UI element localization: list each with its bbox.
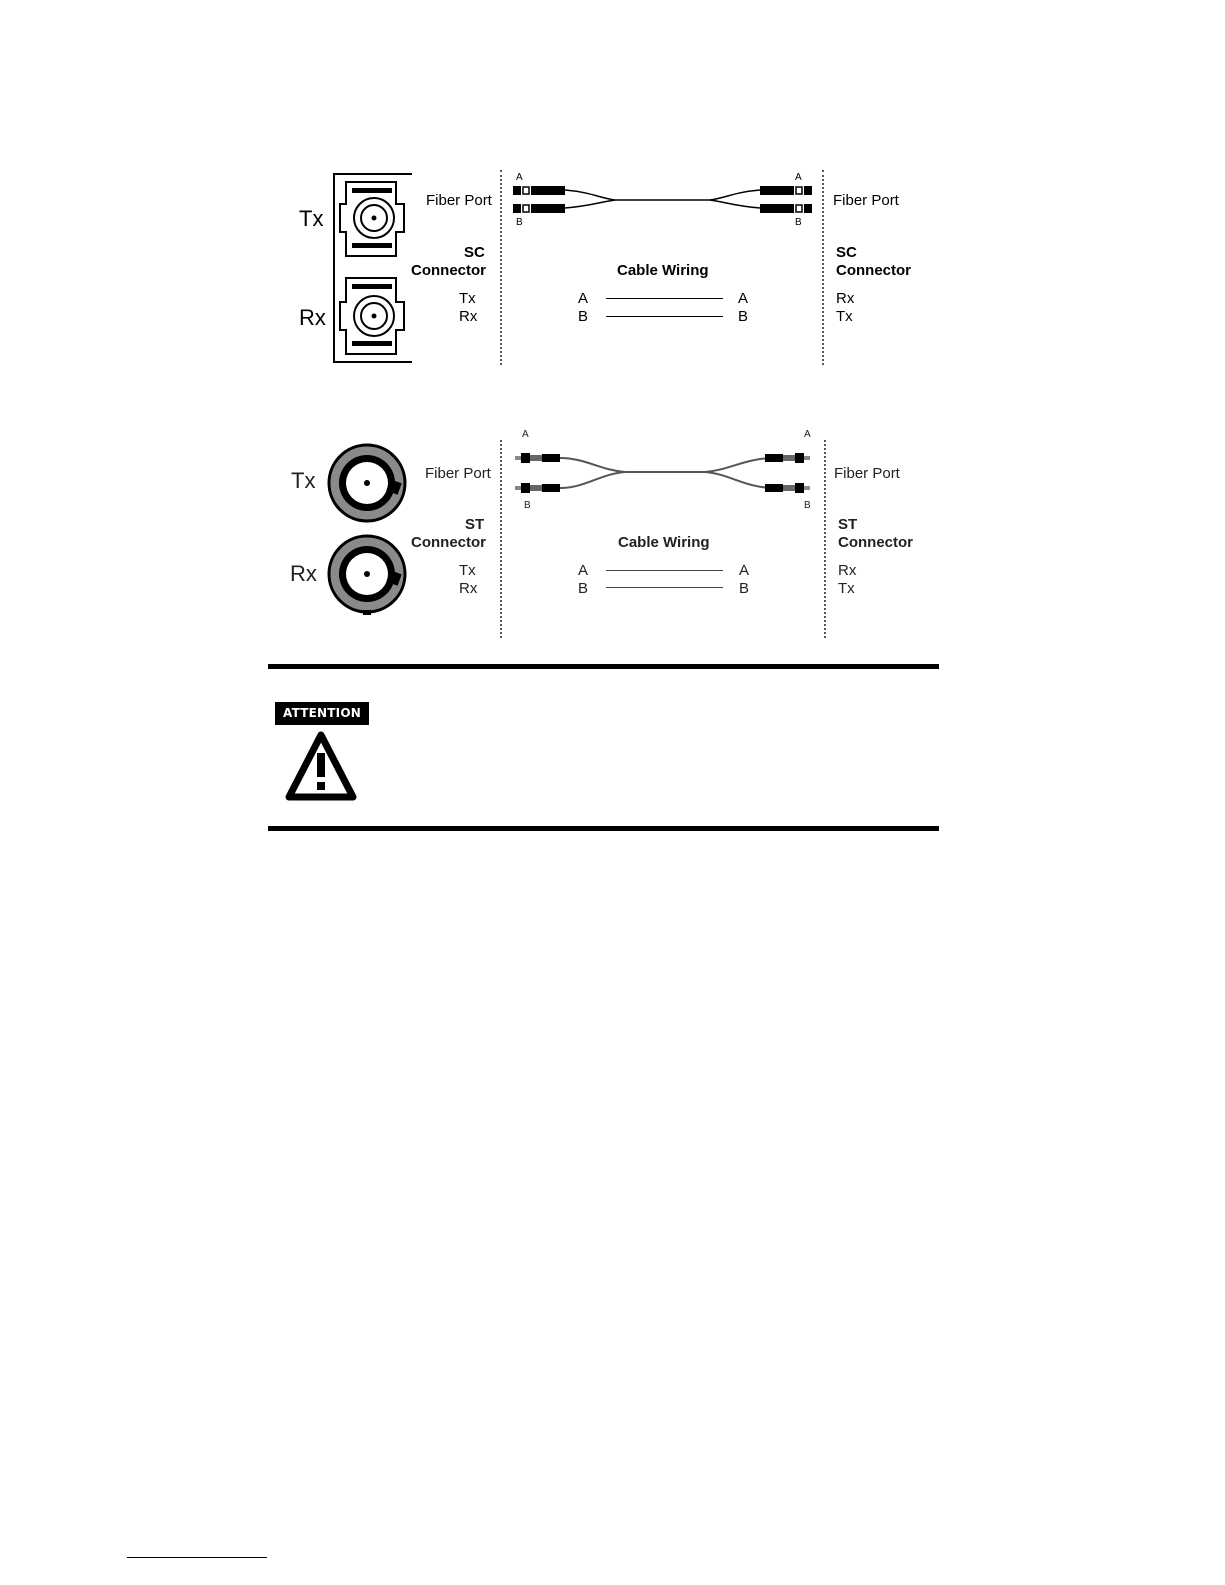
sc-left-connector-type: SC bbox=[464, 244, 485, 261]
sc-cable-left-end-a: A bbox=[516, 172, 523, 183]
sc-wiring-row-2-right: B bbox=[738, 308, 749, 325]
st-wiring-row-2-line bbox=[606, 587, 723, 588]
st-right-connector-word: Connector bbox=[838, 534, 913, 551]
sc-left-connector-word: Connector bbox=[411, 262, 486, 279]
st-left-fiber-port-label: Fiber Port bbox=[425, 465, 491, 482]
st-left-pin-2: Rx bbox=[459, 580, 478, 597]
attention-bottom-rule bbox=[268, 826, 939, 831]
st-port-tx-label: Tx bbox=[291, 468, 316, 493]
warning-triangle-icon bbox=[285, 731, 357, 801]
sc-cable-wiring-title: Cable Wiring bbox=[617, 262, 709, 279]
sc-left-pin-1: Tx bbox=[459, 290, 476, 307]
st-port-rx-label: Rx bbox=[290, 561, 317, 586]
sc-wiring-row-1-line bbox=[606, 298, 723, 299]
st-port-rx-icon bbox=[322, 534, 412, 616]
st-wiring-row-2-left: B bbox=[578, 580, 589, 597]
st-left-connector-word: Connector bbox=[411, 534, 486, 551]
st-left-separator bbox=[500, 440, 502, 638]
sc-left-pin-2: Rx bbox=[459, 308, 478, 325]
st-wiring-row-1-right: A bbox=[739, 562, 750, 579]
sc-duplex-port-icon bbox=[330, 170, 414, 366]
st-cable-left-end-b: B bbox=[524, 500, 531, 511]
sc-right-pin-1: Rx bbox=[836, 290, 855, 307]
sc-duplex-cable-icon bbox=[505, 170, 820, 230]
sc-wiring-row-2-line bbox=[606, 316, 723, 317]
st-right-separator bbox=[824, 440, 826, 638]
sc-wiring-row-1-left: A bbox=[578, 290, 589, 307]
sc-right-fiber-port-label: Fiber Port bbox=[833, 192, 899, 209]
sc-wiring-row-2-left: B bbox=[578, 308, 589, 325]
st-cable-left-end-a: A bbox=[522, 429, 529, 440]
sc-cable-right-end-a: A bbox=[795, 172, 802, 183]
st-right-fiber-port-label: Fiber Port bbox=[834, 465, 900, 482]
st-duplex-cable-icon bbox=[505, 438, 820, 508]
sc-right-pin-2: Tx bbox=[836, 308, 853, 325]
st-cable-right-end-b: B bbox=[804, 500, 811, 511]
st-right-pin-1: Rx bbox=[838, 562, 857, 579]
sc-right-separator bbox=[822, 170, 824, 365]
st-wiring-row-1-line bbox=[606, 570, 723, 571]
sc-right-connector-type: SC bbox=[836, 244, 857, 261]
st-cable-right-end-a: A bbox=[804, 429, 811, 440]
footnote-separator bbox=[127, 1557, 267, 1558]
st-left-connector-type: ST bbox=[465, 516, 485, 533]
sc-port-tx-label: Tx bbox=[299, 206, 324, 231]
sc-right-connector-word: Connector bbox=[836, 262, 911, 279]
sc-left-fiber-port-label: Fiber Port bbox=[426, 192, 492, 209]
st-wiring-row-1-left: A bbox=[578, 562, 589, 579]
st-right-connector-type: ST bbox=[838, 516, 858, 533]
st-cable-wiring-title: Cable Wiring bbox=[618, 534, 710, 551]
attention-badge: ATTENTION bbox=[275, 702, 369, 725]
sc-cable-right-end-b: B bbox=[795, 217, 802, 228]
sc-cable-left-end-b: B bbox=[516, 217, 523, 228]
st-left-pin-1: Tx bbox=[459, 562, 476, 579]
sc-left-separator bbox=[500, 170, 502, 365]
st-port-tx-icon bbox=[322, 443, 412, 523]
sc-port-rx-label: Rx bbox=[299, 305, 326, 330]
st-right-pin-2: Tx bbox=[838, 580, 855, 597]
attention-top-rule bbox=[268, 664, 939, 669]
st-wiring-row-2-right: B bbox=[739, 580, 750, 597]
sc-wiring-row-1-right: A bbox=[738, 290, 749, 307]
